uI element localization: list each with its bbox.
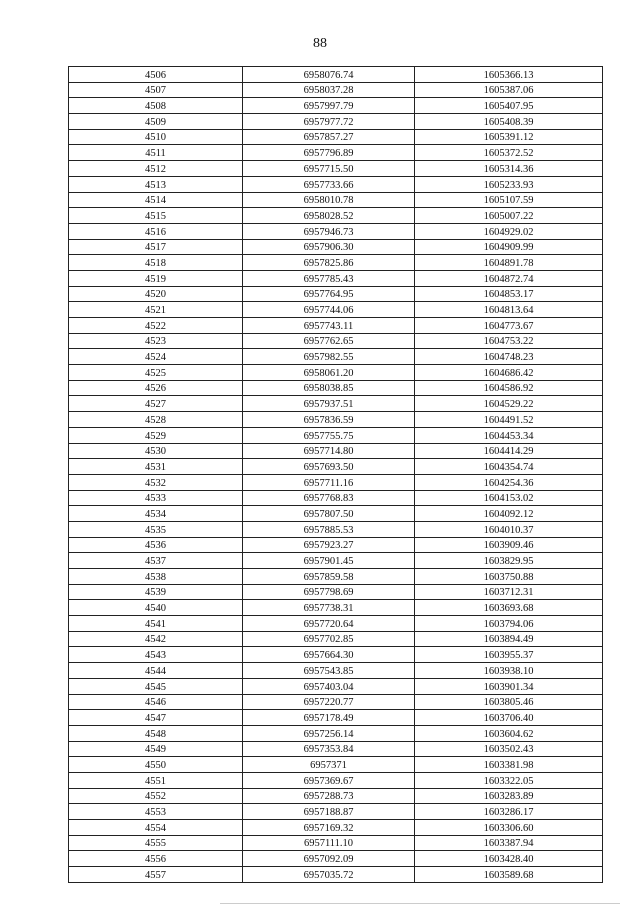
y-coordinate-cell: 1605107.59 [415, 192, 603, 208]
y-coordinate-cell: 1603938.10 [415, 663, 603, 679]
x-coordinate-cell: 6957743.11 [243, 318, 415, 334]
point-number-cell: 4524 [69, 349, 243, 365]
table-row [69, 631, 603, 647]
y-coordinate-cell: 1603502.43 [415, 741, 603, 757]
x-coordinate-cell: 6958061.20 [243, 365, 415, 381]
table-row [69, 396, 603, 412]
y-coordinate-cell: 1605408.39 [415, 114, 603, 130]
y-coordinate-cell: 1604254.36 [415, 474, 603, 490]
y-coordinate-cell: 1605407.95 [415, 98, 603, 114]
x-coordinate-cell: 6958038.85 [243, 380, 415, 396]
y-coordinate-cell: 1605391.12 [415, 129, 603, 145]
table-row [69, 349, 603, 365]
x-coordinate-cell: 6957178.49 [243, 710, 415, 726]
table-row [69, 427, 603, 443]
x-coordinate-cell: 6957744.06 [243, 302, 415, 318]
x-coordinate-cell: 6957720.64 [243, 616, 415, 632]
point-number-cell: 4554 [69, 820, 243, 836]
x-coordinate-cell: 6957715.50 [243, 161, 415, 177]
table-row [69, 678, 603, 694]
y-coordinate-cell: 1604773.67 [415, 318, 603, 334]
y-coordinate-cell: 1603894.49 [415, 631, 603, 647]
x-coordinate-cell: 6958010.78 [243, 192, 415, 208]
table-row [69, 239, 603, 255]
x-coordinate-cell: 6957796.89 [243, 145, 415, 161]
y-coordinate-cell: 1603428.40 [415, 851, 603, 867]
x-coordinate-cell: 6957762.65 [243, 333, 415, 349]
point-number-cell: 4528 [69, 412, 243, 428]
point-number-cell: 4519 [69, 270, 243, 286]
x-coordinate-cell: 6957733.66 [243, 176, 415, 192]
y-coordinate-cell: 1604748.23 [415, 349, 603, 365]
table-row [69, 255, 603, 271]
point-number-cell: 4551 [69, 772, 243, 788]
table-row [69, 553, 603, 569]
table-row [69, 161, 603, 177]
x-coordinate-cell: 6957755.75 [243, 427, 415, 443]
x-coordinate-cell: 6957169.32 [243, 820, 415, 836]
x-coordinate-cell: 6957785.43 [243, 270, 415, 286]
table-row [69, 380, 603, 396]
point-number-cell: 4518 [69, 255, 243, 271]
x-coordinate-cell: 6957764.95 [243, 286, 415, 302]
point-number-cell: 4506 [69, 67, 243, 83]
y-coordinate-cell: 1603712.31 [415, 584, 603, 600]
point-number-cell: 4507 [69, 82, 243, 98]
coordinates-table [68, 66, 603, 883]
table-row [69, 82, 603, 98]
table-row [69, 569, 603, 585]
y-coordinate-cell: 1603955.37 [415, 647, 603, 663]
y-coordinate-cell: 1605314.36 [415, 161, 603, 177]
point-number-cell: 4553 [69, 804, 243, 820]
x-coordinate-cell: 6957997.79 [243, 98, 415, 114]
x-coordinate-cell: 6957859.58 [243, 569, 415, 585]
y-coordinate-cell: 1604153.02 [415, 490, 603, 506]
y-coordinate-cell: 1603829.95 [415, 553, 603, 569]
table-row [69, 725, 603, 741]
point-number-cell: 4547 [69, 710, 243, 726]
point-number-cell: 4543 [69, 647, 243, 663]
point-number-cell: 4555 [69, 835, 243, 851]
y-coordinate-cell: 1603805.46 [415, 694, 603, 710]
x-coordinate-cell: 6957092.09 [243, 851, 415, 867]
x-coordinate-cell: 6957188.87 [243, 804, 415, 820]
y-coordinate-cell: 1604491.52 [415, 412, 603, 428]
y-coordinate-cell: 1604010.37 [415, 521, 603, 537]
table-row [69, 129, 603, 145]
table-row [69, 145, 603, 161]
y-coordinate-cell: 1604414.29 [415, 443, 603, 459]
table-row [69, 757, 603, 773]
x-coordinate-cell: 6957937.51 [243, 396, 415, 412]
y-coordinate-cell: 1604586.92 [415, 380, 603, 396]
point-number-cell: 4523 [69, 333, 243, 349]
coordinates-table-body [69, 67, 603, 883]
point-number-cell: 4535 [69, 521, 243, 537]
point-number-cell: 4538 [69, 569, 243, 585]
x-coordinate-cell: 6957836.59 [243, 412, 415, 428]
y-coordinate-cell: 1604354.74 [415, 459, 603, 475]
y-coordinate-cell: 1604813.64 [415, 302, 603, 318]
x-coordinate-cell: 6957664.30 [243, 647, 415, 663]
x-coordinate-cell: 6957982.55 [243, 349, 415, 365]
point-number-cell: 4546 [69, 694, 243, 710]
y-coordinate-cell: 1604929.02 [415, 223, 603, 239]
y-coordinate-cell: 1604092.12 [415, 506, 603, 522]
point-number-cell: 4556 [69, 851, 243, 867]
x-coordinate-cell: 6958037.28 [243, 82, 415, 98]
table-row [69, 820, 603, 836]
point-number-cell: 4549 [69, 741, 243, 757]
y-coordinate-cell: 1605233.93 [415, 176, 603, 192]
table-row [69, 318, 603, 334]
point-number-cell: 4508 [69, 98, 243, 114]
point-number-cell: 4552 [69, 788, 243, 804]
x-coordinate-cell: 6957807.50 [243, 506, 415, 522]
table-row [69, 647, 603, 663]
table-row [69, 192, 603, 208]
table-row [69, 506, 603, 522]
point-number-cell: 4550 [69, 757, 243, 773]
y-coordinate-cell: 1604529.22 [415, 396, 603, 412]
y-coordinate-cell: 1604891.78 [415, 255, 603, 271]
x-coordinate-cell: 6957369.67 [243, 772, 415, 788]
point-number-cell: 4540 [69, 600, 243, 616]
x-coordinate-cell: 6957798.69 [243, 584, 415, 600]
x-coordinate-cell: 6957923.27 [243, 537, 415, 553]
y-coordinate-cell: 1604453.34 [415, 427, 603, 443]
point-number-cell: 4531 [69, 459, 243, 475]
y-coordinate-cell: 1603589.68 [415, 867, 603, 883]
point-number-cell: 4510 [69, 129, 243, 145]
table-row [69, 208, 603, 224]
page-number: 88 [313, 36, 327, 51]
table-row [69, 365, 603, 381]
point-number-cell: 4533 [69, 490, 243, 506]
x-coordinate-cell: 6957693.50 [243, 459, 415, 475]
y-coordinate-cell: 1603322.05 [415, 772, 603, 788]
point-number-cell: 4537 [69, 553, 243, 569]
table-row [69, 114, 603, 130]
x-coordinate-cell: 6957256.14 [243, 725, 415, 741]
table-row [69, 412, 603, 428]
x-coordinate-cell: 6957857.27 [243, 129, 415, 145]
point-number-cell: 4526 [69, 380, 243, 396]
point-number-cell: 4516 [69, 223, 243, 239]
point-number-cell: 4514 [69, 192, 243, 208]
y-coordinate-cell: 1604753.22 [415, 333, 603, 349]
table-row [69, 333, 603, 349]
point-number-cell: 4522 [69, 318, 243, 334]
table-row [69, 835, 603, 851]
y-coordinate-cell: 1603604.62 [415, 725, 603, 741]
point-number-cell: 4511 [69, 145, 243, 161]
table-row [69, 474, 603, 490]
table-row [69, 600, 603, 616]
table-row [69, 521, 603, 537]
table-row [69, 286, 603, 302]
x-coordinate-cell: 6957885.53 [243, 521, 415, 537]
y-coordinate-cell: 1605366.13 [415, 67, 603, 83]
table-row [69, 616, 603, 632]
point-number-cell: 4548 [69, 725, 243, 741]
point-number-cell: 4509 [69, 114, 243, 130]
y-coordinate-cell: 1604686.42 [415, 365, 603, 381]
x-coordinate-cell: 6957702.85 [243, 631, 415, 647]
point-number-cell: 4527 [69, 396, 243, 412]
y-coordinate-cell: 1604909.99 [415, 239, 603, 255]
point-number-cell: 4541 [69, 616, 243, 632]
point-number-cell: 4525 [69, 365, 243, 381]
table-row [69, 459, 603, 475]
point-number-cell: 4542 [69, 631, 243, 647]
table-row [69, 741, 603, 757]
y-coordinate-cell: 1605007.22 [415, 208, 603, 224]
y-coordinate-cell: 1605387.06 [415, 82, 603, 98]
table-row [69, 443, 603, 459]
table-row [69, 772, 603, 788]
table-row [69, 176, 603, 192]
y-coordinate-cell: 1603381.98 [415, 757, 603, 773]
x-coordinate-cell: 6957825.86 [243, 255, 415, 271]
y-coordinate-cell: 1603794.06 [415, 616, 603, 632]
y-coordinate-cell: 1604853.17 [415, 286, 603, 302]
table-row [69, 710, 603, 726]
point-number-cell: 4534 [69, 506, 243, 522]
page-bottom-edge [220, 903, 620, 904]
table-row [69, 270, 603, 286]
y-coordinate-cell: 1603706.40 [415, 710, 603, 726]
x-coordinate-cell: 6957543.85 [243, 663, 415, 679]
x-coordinate-cell: 6958028.52 [243, 208, 415, 224]
x-coordinate-cell: 6957220.77 [243, 694, 415, 710]
point-number-cell: 4530 [69, 443, 243, 459]
point-number-cell: 4520 [69, 286, 243, 302]
x-coordinate-cell: 6957288.73 [243, 788, 415, 804]
x-coordinate-cell: 6957353.84 [243, 741, 415, 757]
table-row [69, 663, 603, 679]
x-coordinate-cell: 6957977.72 [243, 114, 415, 130]
point-number-cell: 4539 [69, 584, 243, 600]
x-coordinate-cell: 6957738.31 [243, 600, 415, 616]
table-row [69, 223, 603, 239]
y-coordinate-cell: 1603283.89 [415, 788, 603, 804]
x-coordinate-cell: 6957946.73 [243, 223, 415, 239]
point-number-cell: 4545 [69, 678, 243, 694]
table-row [69, 537, 603, 553]
table-row [69, 804, 603, 820]
y-coordinate-cell: 1605372.52 [415, 145, 603, 161]
x-coordinate-cell: 6957403.04 [243, 678, 415, 694]
table-row [69, 788, 603, 804]
table-row [69, 851, 603, 867]
y-coordinate-cell: 1603286.17 [415, 804, 603, 820]
x-coordinate-cell: 6957768.83 [243, 490, 415, 506]
x-coordinate-cell: 6957035.72 [243, 867, 415, 883]
table-row [69, 584, 603, 600]
y-coordinate-cell: 1603750.88 [415, 569, 603, 585]
y-coordinate-cell: 1604872.74 [415, 270, 603, 286]
x-coordinate-cell: 6957714.80 [243, 443, 415, 459]
x-coordinate-cell: 6957711.16 [243, 474, 415, 490]
y-coordinate-cell: 1603693.68 [415, 600, 603, 616]
x-coordinate-cell: 6957906.30 [243, 239, 415, 255]
x-coordinate-cell: 6957901.45 [243, 553, 415, 569]
point-number-cell: 4521 [69, 302, 243, 318]
table-row [69, 302, 603, 318]
y-coordinate-cell: 1603909.46 [415, 537, 603, 553]
point-number-cell: 4532 [69, 474, 243, 490]
point-number-cell: 4513 [69, 176, 243, 192]
table-row [69, 867, 603, 883]
point-number-cell: 4512 [69, 161, 243, 177]
x-coordinate-cell: 6957111.10 [243, 835, 415, 851]
table-row [69, 694, 603, 710]
point-number-cell: 4515 [69, 208, 243, 224]
point-number-cell: 4544 [69, 663, 243, 679]
table-row [69, 490, 603, 506]
x-coordinate-cell: 6957371 [243, 757, 415, 773]
y-coordinate-cell: 1603306.60 [415, 820, 603, 836]
x-coordinate-cell: 6958076.74 [243, 67, 415, 83]
point-number-cell: 4557 [69, 867, 243, 883]
point-number-cell: 4529 [69, 427, 243, 443]
table-row [69, 67, 603, 83]
point-number-cell: 4536 [69, 537, 243, 553]
y-coordinate-cell: 1603387.94 [415, 835, 603, 851]
y-coordinate-cell: 1603901.34 [415, 678, 603, 694]
point-number-cell: 4517 [69, 239, 243, 255]
table-row [69, 98, 603, 114]
